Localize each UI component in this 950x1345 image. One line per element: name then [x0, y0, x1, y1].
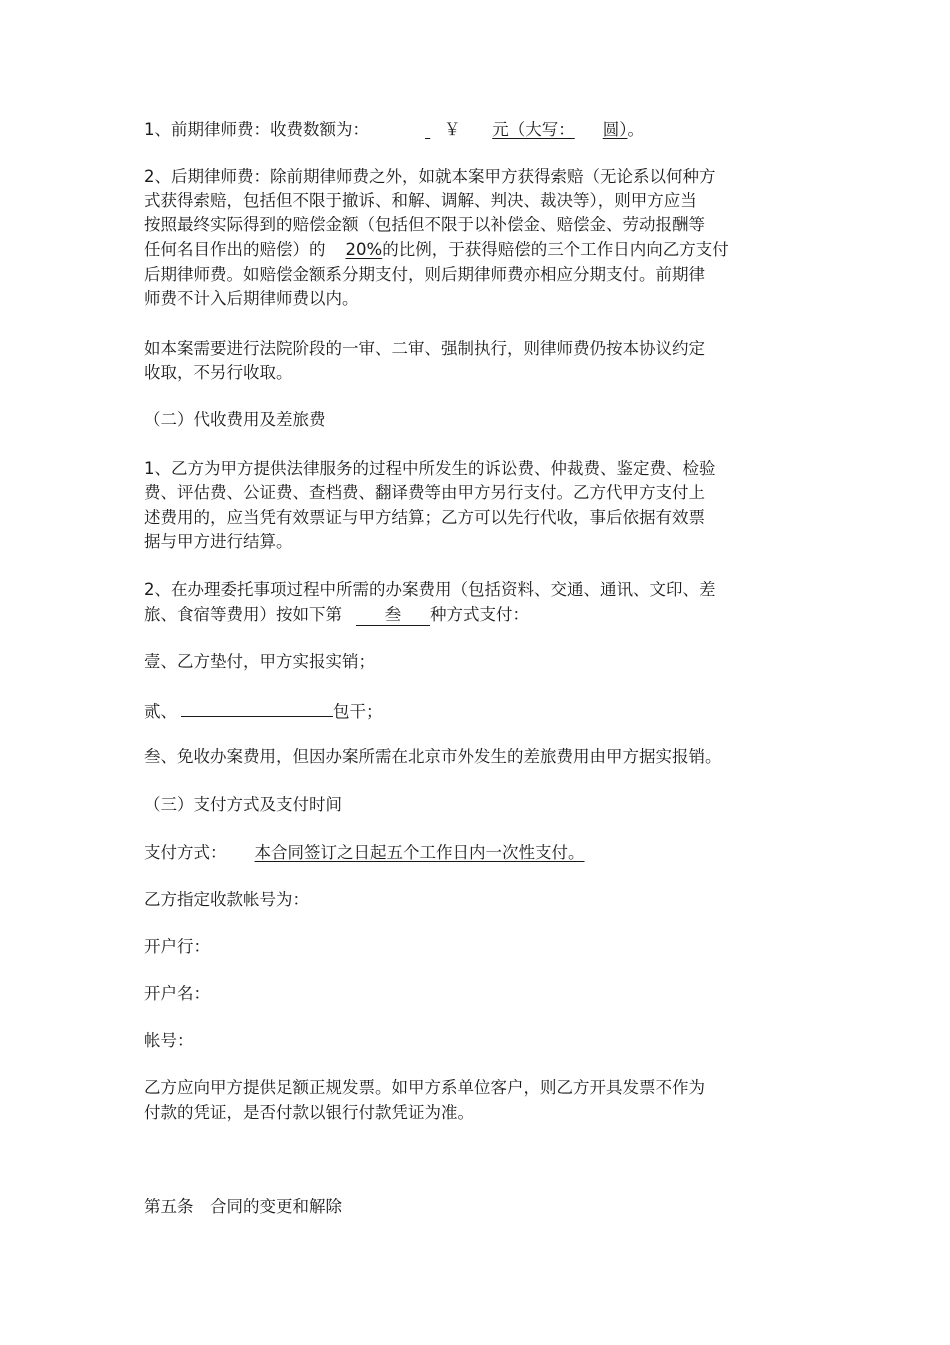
bank-label: 开户行：	[144, 937, 210, 956]
post-fee-line-6: 师费不计入后期律师费以内。	[144, 289, 359, 308]
invoice-line-2: 付款的凭证，是否付款以银行付款凭证为准。	[144, 1103, 474, 1122]
yen-symbol: ￥	[444, 120, 461, 139]
article-5-heading: 第五条 合同的变更和解除	[144, 1197, 342, 1216]
post-fee-line-2: 式获得索赔，包括但不限于撤诉、和解、调解、判决、裁决等），则甲方应当	[144, 191, 697, 210]
percent-value: 20%	[345, 240, 383, 259]
pre-fee-line: 1、前期律师费：收费数额为： ￥ 元（大写： 圆）。	[144, 118, 644, 142]
collected-fees-line-1: 1、乙方为甲方提供法律服务的过程中所发生的诉讼费、仲裁费、鉴定费、检验	[144, 459, 716, 478]
account-intro: 乙方指定收款帐号为：	[144, 890, 309, 909]
court-fee-line-1: 如本案需要进行法院阶段的一审、二审、强制执行，则律师费仍按本协议约定	[144, 339, 705, 358]
option-value: 叁	[356, 605, 430, 626]
collected-fees-line-2: 费、评估费、公证费、查档费、翻译费等由甲方另行支付。乙方代甲方支付上	[144, 483, 705, 502]
lump-sum-blank	[181, 698, 333, 717]
section-3-title: （三）支付方式及支付时间	[144, 795, 342, 814]
option-2: 贰、 包干；	[144, 698, 383, 724]
collected-fees-line-3: 述费用的，应当凭有效票证与甲方结算；乙方可以先行代收，事后依据有效票	[144, 508, 705, 527]
option-3: 叁、免收办案费用，但因办案所需在北京市外发生的差旅费用由甲方据实报销。	[144, 747, 722, 766]
case-expense-line-1: 2、在办理委托事项过程中所需的办案费用（包括资料、交通、通讯、文印、差	[144, 580, 716, 599]
account-name-label: 开户名：	[144, 984, 210, 1003]
post-fee-line-4: 任何名目作出的赔偿）的 20%的比例，于获得赔偿的三个工作日内向乙方支付	[144, 240, 729, 259]
post-fee-line-1: 2、后期律师费：除前期律师费之外，如就本案甲方获得索赔（无论系以何种方	[144, 167, 716, 186]
invoice-line-1: 乙方应向甲方提供足额正规发票。如甲方系单位客户，则乙方开具发票不作为	[144, 1078, 705, 1097]
court-fee-line-2: 收取，不另行收取。	[144, 363, 293, 382]
case-expense-line-2: 旅、食宿等费用）按如下第 叁 种方式支付：	[144, 605, 529, 624]
collected-fees-line-4: 据与甲方进行结算。	[144, 532, 293, 551]
option-1: 壹、乙方垫付，甲方实报实销；	[144, 652, 375, 671]
post-fee-line-3: 按照最终实际得到的赔偿金额（包括但不限于以补偿金、赔偿金、劳动报酬等	[144, 215, 705, 234]
post-fee-line-5: 后期律师费。如赔偿金额系分期支付，则后期律师费亦相应分期支付。前期律	[144, 265, 705, 284]
account-number-label: 帐号：	[144, 1031, 194, 1050]
payment-method-value: 本合同签订之日起五个工作日内一次性支付。	[254, 843, 585, 862]
payment-method-line: 支付方式： 本合同签订之日起五个工作日内一次性支付。	[144, 843, 585, 862]
section-2-title: （二）代收费用及差旅费	[144, 410, 326, 429]
